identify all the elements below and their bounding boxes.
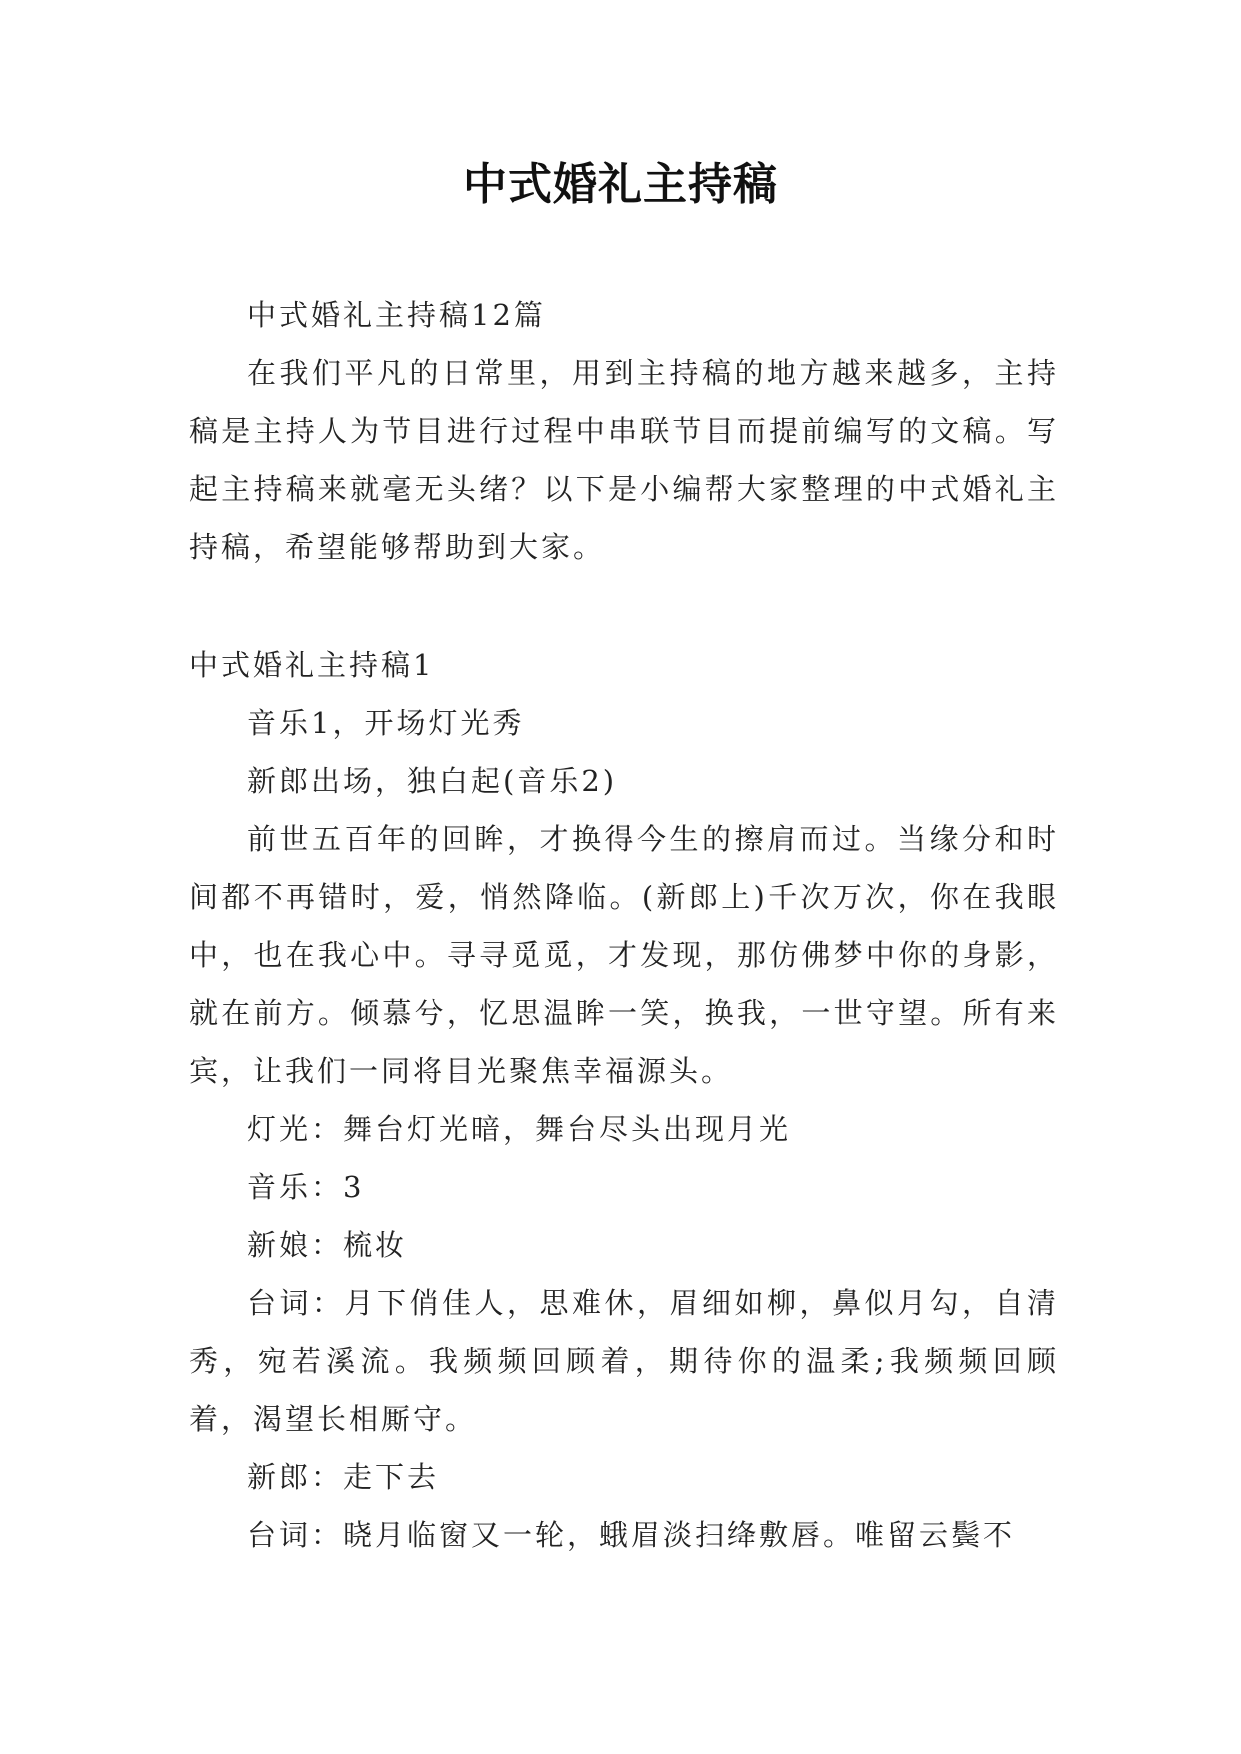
body-paragraph: 音乐：3: [247, 1170, 365, 1204]
body-paragraph: 音乐1，开场灯光秀: [247, 706, 525, 740]
section-heading: 中式婚礼主持稿1: [189, 648, 435, 682]
body-paragraph: 前世五百年的回眸，才换得今生的擦肩而过。当缘分和时间都不再错时，爱，悄然降临。(新郎上)千次万次，你在我眼中，也在我心中。寻寻觅觅，才发现，那仿佛梦中你的身影，就在前方。倾慕兮，忆思温眸一笑，换我，一世守望。所有来宾，让我们一同将目光聚焦幸福源头。: [189, 822, 1059, 1088]
intro-paragraph: 在我们平凡的日常里，用到主持稿的地方越来越多，主持稿是主持人为节目进行过程中串联节目而提前编写的文稿。写起主持稿来就毫无头绪？以下是小编帮大家整理的中式婚礼主持稿，希望能够帮助到大家。: [189, 356, 1059, 564]
body-paragraph: 新郎：走下去: [247, 1460, 440, 1494]
body-paragraph: 台词：晓月临窗又一轮，蛾眉淡扫绛敷唇。唯留云鬓不: [247, 1518, 1016, 1552]
body-paragraph: 台词：月下俏佳人，思难休，眉细如柳，鼻似月勾，自清秀，宛若溪流。我频频回顾着，期待你的温柔;我频频回顾着，渴望长相厮守。: [189, 1286, 1059, 1436]
body-paragraph: 新郎出场，独白起(音乐2): [247, 764, 618, 798]
body-paragraph: 灯光：舞台灯光暗，舞台尽头出现月光: [247, 1112, 792, 1146]
document-body: [189, 286, 1059, 1564]
document-subtitle: 中式婚礼主持稿12篇: [247, 298, 546, 332]
body-paragraph: 新娘：梳妆: [247, 1228, 408, 1262]
document-title: 中式婚礼主持稿: [463, 159, 778, 210]
section-gap: [189, 576, 1059, 636]
